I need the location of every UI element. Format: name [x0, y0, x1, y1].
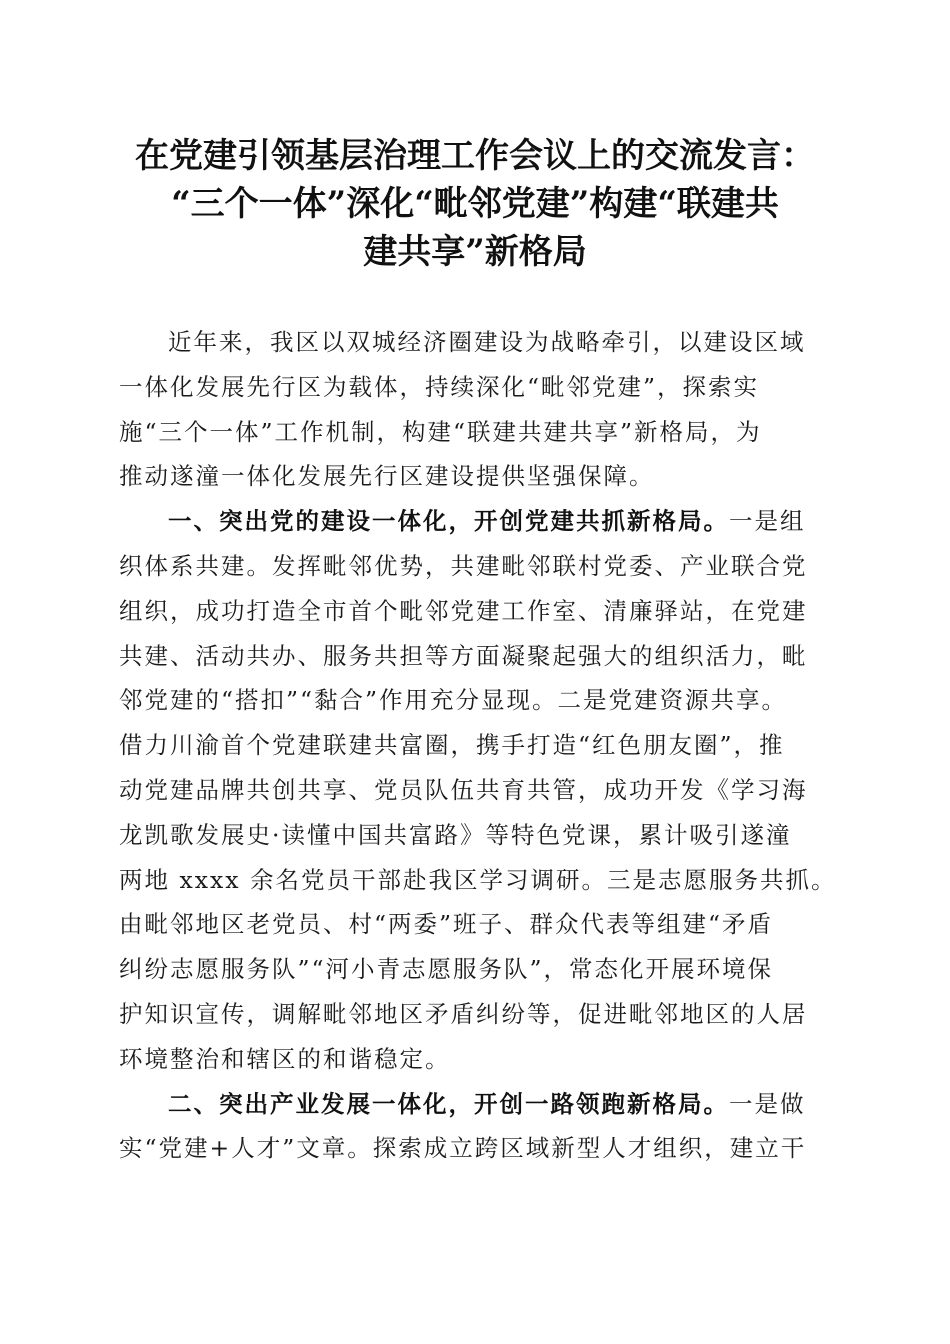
paragraph-line: 龙凯歌发展史·读懂中国共富路》等特色党课，累计吸引遂潼	[119, 820, 792, 849]
title-line: 在党建引领基层治理工作会议上的交流发言：	[135, 136, 815, 176]
paragraph-line: 织体系共建。发挥毗邻优势，共建毗邻联村党委、产业联合党	[119, 551, 808, 580]
paragraph-line: 由毗邻地区老党员、村“两委”班子、群众代表等组建“矛盾	[119, 910, 774, 939]
paragraph-line: 护知识宣传，调解毗邻地区矛盾纠纷等，促进毗邻地区的人居	[119, 999, 808, 1028]
paragraph-line: 施“三个一体”工作机制，构建“联建共建共享”新格局，为	[119, 417, 762, 446]
paragraph-line: 组织，成功打造全市首个毗邻党建工作室、清廉驿站，在党建	[119, 596, 808, 625]
paragraph-section-two	[119, 1082, 835, 1172]
paragraph-line: 近年来，我区以双城经济圈建设为战略牵引，以建设区域	[168, 328, 806, 356]
document-title	[100, 132, 850, 276]
paragraph-first-line	[119, 1082, 835, 1127]
paragraph-text: 一是组	[729, 507, 806, 536]
paragraph-line: 推动遂潼一体化发展先行区建设提供坚强保障。	[119, 462, 655, 491]
paragraph-line: 动党建品牌共创共享、党员队伍共育共管，成功开发《学习海	[119, 775, 808, 804]
paragraph-line: 共建、活动共办、服务共担等方面凝聚起强大的组织活力，毗	[119, 641, 808, 670]
paragraph-line: 环境整治和辖区的和谐稳定。	[119, 1044, 451, 1073]
paragraph-text: 一是做	[729, 1089, 806, 1118]
paragraph-first-line	[119, 499, 835, 544]
paragraph-line: 一体化发展先行区为载体，持续深化“毗邻党建”，探索实	[119, 372, 760, 401]
paragraph-line: 邻党建的“搭扣”“黏合”作用充分显现。二是党建资源共享。	[119, 686, 788, 715]
title-line: 建共享”新格局	[363, 232, 587, 272]
document-body	[119, 320, 835, 1171]
paragraph-section-one	[119, 499, 835, 1081]
title-line: “三个一体”深化“毗邻党建”构建“联建共	[171, 184, 779, 224]
section-heading: 二、突出产业发展一体化，开创一路领跑新格局。	[168, 1089, 729, 1118]
paragraph-line: 两地 xxxx 余名党员干部赴我区学习调研。三是志愿服务共抓。	[119, 865, 837, 894]
paragraph-line: 借力川渝首个党建联建共富圈，携手打造“红色朋友圈”，推	[119, 731, 785, 760]
paragraph-intro	[119, 320, 835, 499]
section-heading: 一、突出党的建设一体化，开创党建共抓新格局。	[168, 507, 729, 536]
paragraph-line: 实“党建+人才”文章。探索成立跨区域新型人才组织，建立干	[119, 1134, 807, 1163]
paragraph-line: 纠纷志愿服务队”“河小青志愿服务队”，常态化开展环境保	[119, 955, 774, 984]
